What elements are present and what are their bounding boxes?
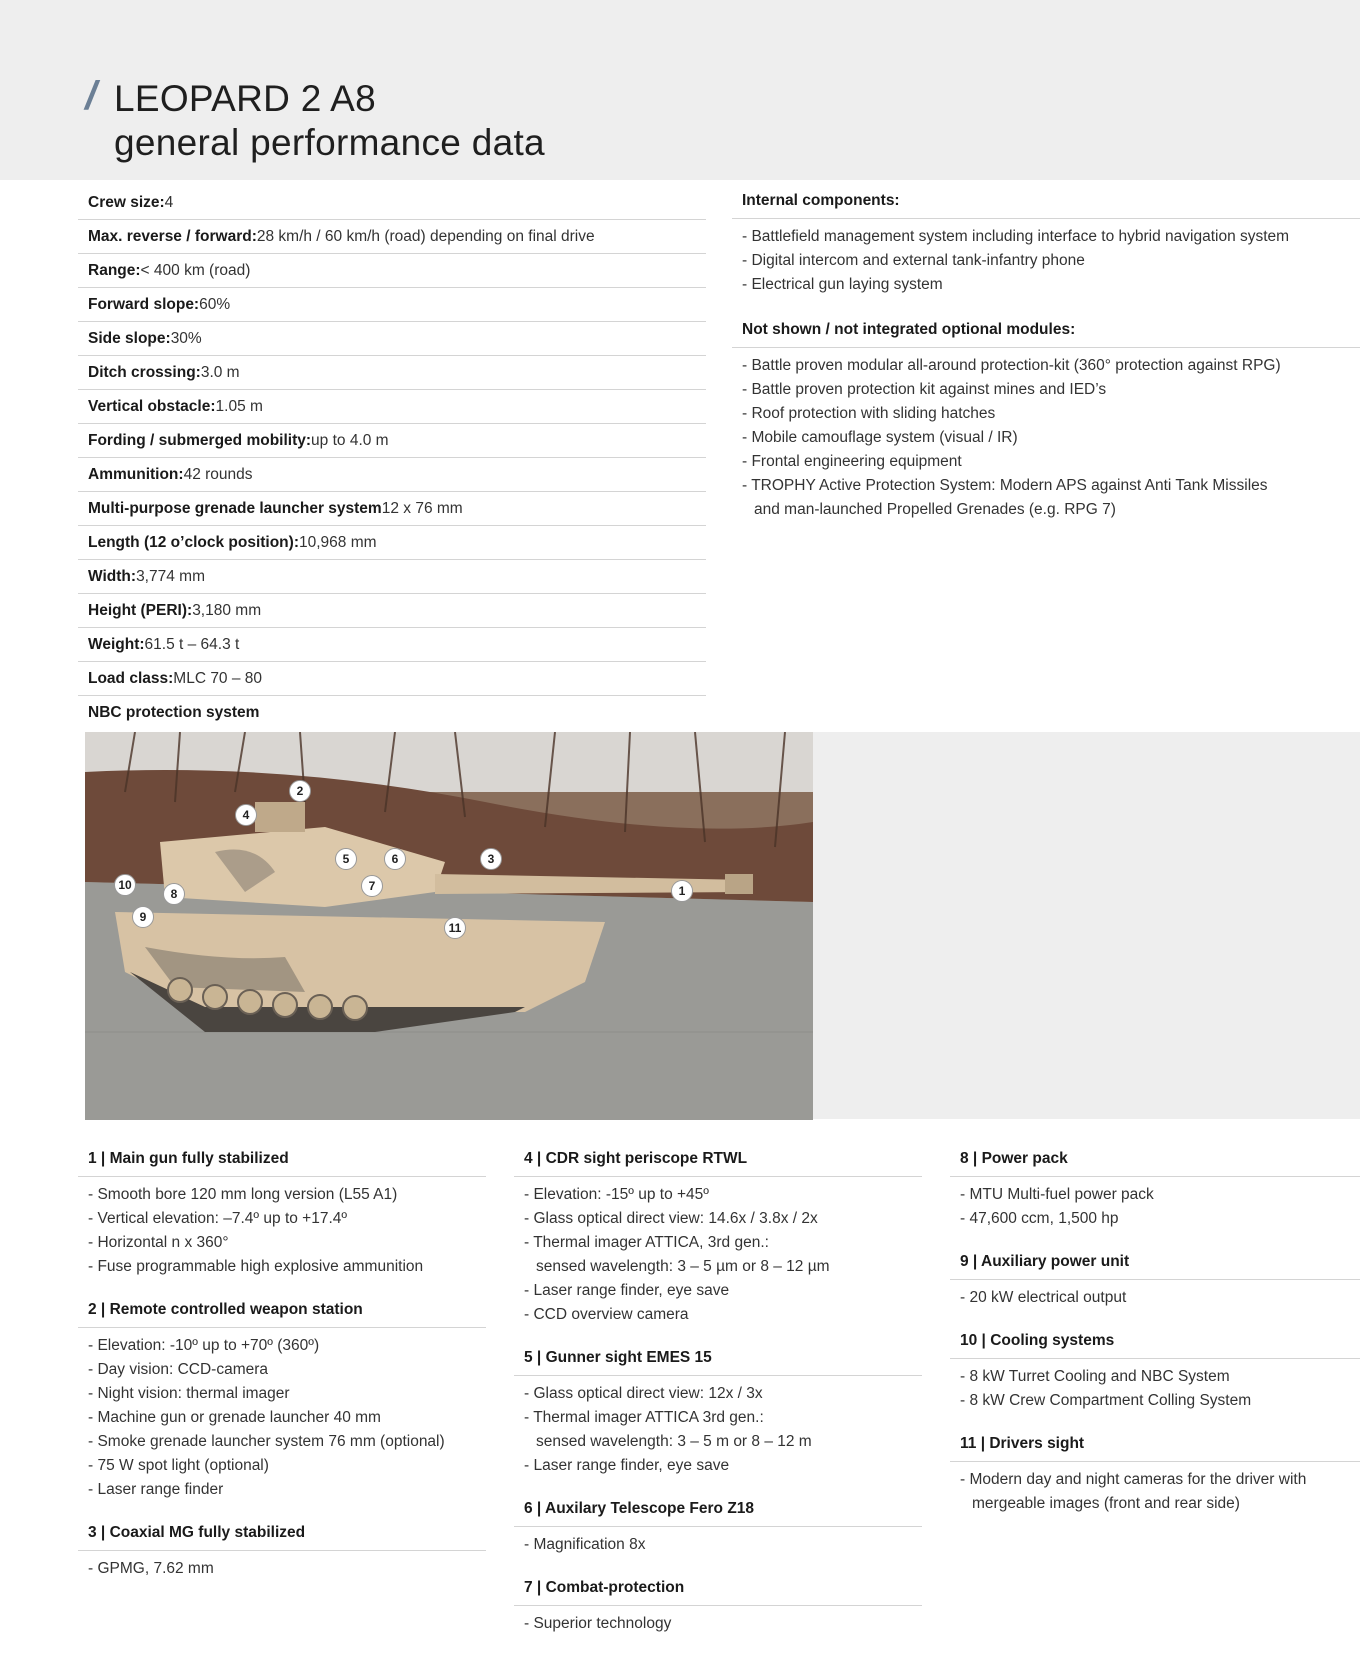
spec-value: MLC 70 – 80 <box>173 669 263 687</box>
list-item: - Vertical elevation: –7.4º up to +17.4º <box>88 1210 348 1227</box>
list-item: - Laser range finder, eye save <box>524 1282 730 1299</box>
slash-mark: / <box>81 74 102 118</box>
marker-8: 8 <box>163 883 185 905</box>
component-heading: 10 | Cooling systems <box>950 1326 1360 1359</box>
list-item-continuation: sensed wavelength: 3 – 5 µm or 8 – 12 µm <box>536 1258 830 1275</box>
marker-2: 2 <box>289 780 311 802</box>
list-item: - 47,600 ccm, 1,500 hp <box>960 1210 1119 1227</box>
page-title: LEOPARD 2 A8 <box>114 78 377 119</box>
component-heading: 2 | Remote controlled weapon station <box>78 1295 486 1328</box>
list-item: - 8 kW Crew Compartment Colling System <box>960 1392 1252 1409</box>
component-heading: 5 | Gunner sight EMES 15 <box>514 1343 922 1376</box>
marker-6: 6 <box>384 848 406 870</box>
component-block <box>950 1326 1360 1413</box>
spec-row <box>78 390 706 424</box>
spec-value: 10,968 mm <box>298 533 377 551</box>
list-item: - Thermal imager ATTICA 3rd gen.: <box>524 1409 764 1426</box>
list-item: - Night vision: thermal imager <box>88 1385 290 1402</box>
spec-label: Ditch crossing: <box>88 363 201 381</box>
spec-row <box>78 560 706 594</box>
spec-value: 60% <box>199 295 231 313</box>
spec-label: Range: <box>88 261 141 279</box>
spec-label: Height (PERI): <box>88 601 193 619</box>
spec-row <box>78 662 706 696</box>
components-col-1 <box>78 1144 486 1597</box>
list-item: - Battle proven modular all-around protection-kit (360° protection against RPG) <box>742 357 1281 374</box>
list-item: - Mobile camouflage system (visual / IR) <box>742 429 1018 446</box>
spec-label: Multi-purpose grenade launcher system <box>88 499 382 517</box>
spec-label: Fording / submerged mobility: <box>88 431 312 449</box>
spec-value: 42 rounds <box>183 465 253 483</box>
spec-value: 28 km/h / 60 km/h (road) depending on final drive <box>256 227 595 245</box>
spec-label: Forward slope: <box>88 295 200 313</box>
spec-label: Width: <box>88 567 137 585</box>
spec-row <box>78 628 706 662</box>
list-item: - Battlefield management system including interface to hybrid navigation system <box>742 228 1290 245</box>
list-item: - GPMG, 7.62 mm <box>88 1560 214 1577</box>
spec-label: Ammunition: <box>88 465 184 483</box>
list-item: - Thermal imager ATTICA, 3rd gen.: <box>524 1234 769 1251</box>
spec-row <box>78 492 706 526</box>
list-item: - Elevation: -15º up to +45º <box>524 1186 709 1203</box>
spec-value: 3,774 mm <box>136 567 205 585</box>
tank-photo <box>85 732 813 1120</box>
page-header <box>0 0 1360 180</box>
spec-row <box>78 322 706 356</box>
component-block <box>514 1343 922 1478</box>
component-block <box>950 1429 1360 1516</box>
spec-label: Crew size: <box>88 193 165 211</box>
marker-5: 5 <box>335 848 357 870</box>
list-item-continuation: mergeable images (front and rear side) <box>972 1495 1240 1512</box>
list-item: - Glass optical direct view: 12x / 3x <box>524 1385 763 1402</box>
page-subtitle: general performance data <box>114 122 545 163</box>
list-item: - Laser range finder, eye save <box>524 1457 730 1474</box>
component-block <box>78 1295 486 1502</box>
component-block <box>78 1518 486 1581</box>
component-heading: 8 | Power pack <box>950 1144 1360 1177</box>
list-item: - Laser range finder <box>88 1481 224 1498</box>
components-col-2 <box>514 1144 922 1652</box>
spec-value: 61.5 t – 64.3 t <box>144 635 240 653</box>
marker-1: 1 <box>671 880 693 902</box>
list-item-continuation: sensed wavelength: 3 – 5 m or 8 – 12 m <box>536 1433 812 1450</box>
spec-label: Length (12 o’clock position): <box>88 533 299 551</box>
list-item: - Modern day and night cameras for the driver with <box>960 1471 1307 1488</box>
list-item: - Superior technology <box>524 1615 672 1632</box>
spec-label: Vertical obstacle: <box>88 397 216 415</box>
list-item: - Elevation: -10º up to +70º (360º) <box>88 1337 320 1354</box>
component-heading: 3 | Coaxial MG fully stabilized <box>78 1518 486 1551</box>
list-item: - Battle proven protection kit against mines and IED’s <box>742 381 1107 398</box>
component-block <box>950 1144 1360 1231</box>
internal-heading: Internal components: <box>732 186 1360 219</box>
component-heading: 4 | CDR sight periscope RTWL <box>514 1144 922 1177</box>
marker-3: 3 <box>480 848 502 870</box>
marker-11: 11 <box>444 917 466 939</box>
list-item: - CCD overview camera <box>524 1306 689 1323</box>
list-item: - Horizontal n x 360° <box>88 1234 229 1251</box>
list-item: - MTU Multi-fuel power pack <box>960 1186 1154 1203</box>
specs-table <box>78 186 706 729</box>
component-heading: 9 | Auxiliary power unit <box>950 1247 1360 1280</box>
list-item: - Day vision: CCD-camera <box>88 1361 269 1378</box>
spec-label: Load class: <box>88 669 174 687</box>
spec-label: NBC protection system <box>88 703 260 721</box>
component-block <box>78 1144 486 1279</box>
component-heading: 11 | Drivers sight <box>950 1429 1360 1462</box>
spec-row <box>78 594 706 628</box>
list-item: - Fuse programmable high explosive ammunition <box>88 1258 424 1275</box>
component-heading: 6 | Auxilary Telescope Fero Z18 <box>514 1494 922 1527</box>
spec-value: 4 <box>164 193 174 211</box>
marker-10: 10 <box>114 874 136 896</box>
list-item: - TROPHY Active Protection System: Modern APS against Anti Tank Missiles <box>742 477 1268 494</box>
list-item: - Electrical gun laying system <box>742 276 943 293</box>
list-item: - 75 W spot light (optional) <box>88 1457 269 1474</box>
spec-value: 30% <box>170 329 202 347</box>
list-item: - Smoke grenade launcher system 76 mm (optional) <box>88 1433 445 1450</box>
optional-heading: Not shown / not integrated optional modules: <box>732 315 1360 348</box>
spec-row <box>78 186 706 220</box>
component-block <box>514 1494 922 1557</box>
list-item: - Roof protection with sliding hatches <box>742 405 996 422</box>
spec-value: up to 4.0 m <box>311 431 389 449</box>
spec-row <box>78 526 706 560</box>
spec-value: 12 x 76 mm <box>381 499 463 517</box>
spec-label: Max. reverse / forward: <box>88 227 257 245</box>
spec-row <box>78 220 706 254</box>
list-item-continuation: and man-launched Propelled Grenades (e.g. RPG 7) <box>754 501 1116 518</box>
spec-value: < 400 km (road) <box>140 261 251 279</box>
component-block <box>514 1573 922 1636</box>
spec-row <box>78 288 706 322</box>
marker-9: 9 <box>132 906 154 928</box>
marker-7: 7 <box>361 875 383 897</box>
list-item: - Machine gun or grenade launcher 40 mm <box>88 1409 381 1426</box>
list-item: - 20 kW electrical output <box>960 1289 1127 1306</box>
list-item: - 8 kW Turret Cooling and NBC System <box>960 1368 1230 1385</box>
spec-row <box>78 254 706 288</box>
component-heading: 1 | Main gun fully stabilized <box>78 1144 486 1177</box>
list-item: - Glass optical direct view: 14.6x / 3.8x / 2x <box>524 1210 818 1227</box>
components-col-3 <box>950 1144 1360 1532</box>
spec-value: 1.05 m <box>215 397 263 415</box>
spec-row <box>78 458 706 492</box>
spec-value: 3.0 m <box>200 363 240 381</box>
spec-value: 3,180 mm <box>192 601 262 619</box>
list-item: - Frontal engineering equipment <box>742 453 962 470</box>
spec-row <box>78 356 706 390</box>
spec-row <box>78 424 706 458</box>
list-item: - Digital intercom and external tank-infantry phone <box>742 252 1085 269</box>
component-heading: 7 | Combat-protection <box>514 1573 922 1606</box>
spec-label: Side slope: <box>88 329 171 347</box>
spec-label: Weight: <box>88 635 145 653</box>
component-block <box>514 1144 922 1327</box>
right-column <box>732 186 1360 522</box>
list-item: - Magnification 8x <box>524 1536 646 1553</box>
photo-background-panel <box>813 732 1360 1119</box>
list-item: - Smooth bore 120 mm long version (L55 A1) <box>88 1186 398 1203</box>
spec-row <box>78 696 706 729</box>
component-block <box>950 1247 1360 1310</box>
marker-4: 4 <box>235 804 257 826</box>
